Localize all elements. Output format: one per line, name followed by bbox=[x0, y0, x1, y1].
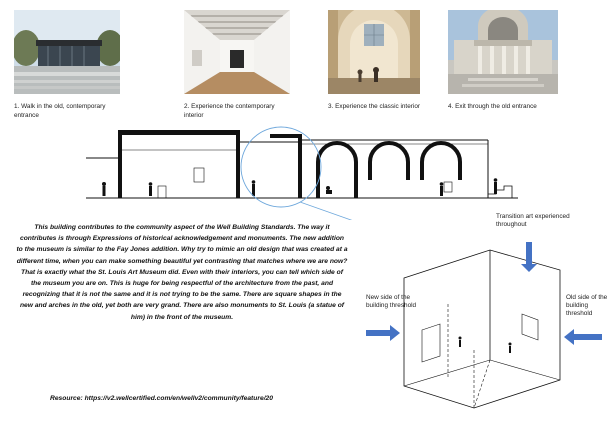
photo-caption-4: 4. Exit through the old entrance bbox=[448, 103, 537, 110]
photo-caption-2: 2. Experience the contemporary interior bbox=[184, 103, 275, 119]
photo-caption-1: 1. Walk in the old, contemporary entrance bbox=[14, 103, 106, 119]
callout-circle bbox=[241, 127, 321, 207]
isometric-threshold-diagram bbox=[340, 230, 609, 422]
photo-caption-3: 3. Experience the classic interior bbox=[328, 103, 420, 110]
label-old-side: Old side of the building threshold bbox=[566, 294, 608, 317]
iso-person-figures bbox=[459, 337, 512, 354]
resource-link[interactable]: Resource: https://v2.wellcertified.com/en/wellv2/community/feature/20 bbox=[50, 395, 273, 402]
arrow-right-icon bbox=[366, 325, 400, 341]
label-new-side: New side of the building threshold bbox=[366, 294, 417, 309]
modern-entrance-photo bbox=[14, 10, 120, 94]
arrow-left-icon bbox=[564, 329, 602, 345]
arrow-down-icon bbox=[521, 242, 537, 272]
building-section-drawing bbox=[0, 120, 609, 220]
neoclassical-facade-photo bbox=[448, 10, 558, 94]
body-paragraph: This building contributes to the community aspect of the Well Building Standards. The way it contributes is through Expressions of historical acknowledgement and monuments. The new addition to the museum is similar to the Fay Jones addition. Why try to mimic an old design that was created at a different time, when you can make something beautiful yet contrasting that matches where we are now? That is exactly what the St. Louis Art Museum did. Even with their interiors, you can tell which side of the museum you are on. This is huge for being respectful of the architecture from the past, and recognizing that it is not the same and it is not trying to be the same. There are square shapes in the new and arches in the old, yet both are very grand. There are also monuments to St. Louis (a statue of him) in the front of the museum. bbox=[16, 224, 348, 321]
addition-roof bbox=[118, 130, 240, 135]
contemporary-gallery-photo bbox=[184, 10, 290, 94]
classic-hall-photo bbox=[328, 10, 420, 94]
label-transition-art: Transition art experienced throughout bbox=[496, 213, 570, 228]
